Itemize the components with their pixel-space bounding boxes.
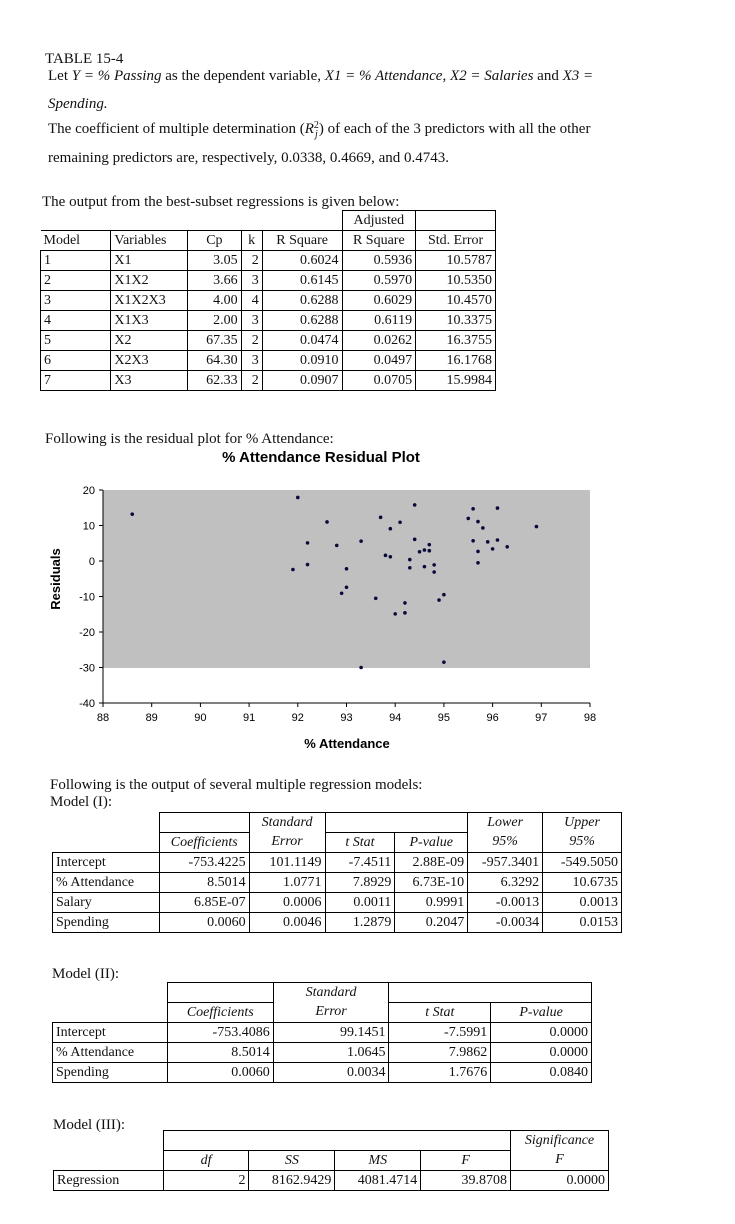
table-row [53,913,622,933]
data-point [496,506,500,510]
model-2-header-std2: Error [273,1003,389,1023]
data-point [306,563,310,567]
model-1-header-coef: Coefficients [159,833,249,853]
table-cell: 8.5014 [159,873,249,893]
data-point [384,554,388,558]
table-cell: -7.5991 [389,1023,491,1043]
y-tick-label: 10 [82,520,95,533]
model-3-table [53,1130,609,1191]
table-cell: 10.5350 [416,271,496,291]
x-tick-label: 92 [291,712,304,724]
data-point [345,567,349,571]
y-tick-label: -20 [79,627,95,639]
x-tick-label: 90 [194,712,207,724]
y-tick-label: 0 [88,556,95,568]
model-1-header-upper2: 95% [543,833,622,853]
table-header-row [41,211,496,231]
data-point [408,558,412,562]
header-cp: Cp [188,231,242,251]
header-adj-r-square: R Square [342,231,416,251]
table-cell: 0.0705 [342,371,416,391]
table-cell: -0.0034 [468,913,543,933]
data-point [476,550,480,554]
table-row [53,853,622,873]
table-cell: 10.6735 [543,873,622,893]
model-1-table [52,812,622,933]
x-tick-label: 98 [583,712,597,724]
row-label: 5 [41,331,111,351]
table-cell: 1.0645 [273,1043,389,1063]
x-axis-label: % Attendance [304,736,390,751]
table-cell: 0.5970 [342,271,416,291]
y-definition: Y = % Passing [71,68,162,84]
data-point [413,538,417,542]
table-cell: 4.00 [188,291,242,311]
data-point [471,507,475,511]
data-point [359,666,363,670]
table-cell: X1X3 [111,311,188,331]
table-cell: 7.9862 [389,1043,491,1063]
header-variables: Variables [111,231,188,251]
data-point [466,517,470,521]
model-1-header-lower1: Lower [468,813,543,833]
data-point [325,520,329,524]
table-cell: 0.0907 [262,371,342,391]
table-cell: 0.0011 [325,893,395,913]
models-intro: Following is the output of several multiple regression models: [50,777,423,793]
table-cell: 0.6288 [262,311,342,331]
row-label: 2 [41,271,111,291]
model-3-label: Model (III): [53,1117,126,1133]
x-tick-label: 95 [437,712,451,724]
model-2-header-std1: Standard [273,983,389,1003]
plot-area [103,490,590,668]
data-point [403,611,407,615]
data-point [432,563,436,567]
header-std-error: Std. Error [416,231,496,251]
table-cell: 3 [241,271,262,291]
model-2-header-p: P-value [491,1003,592,1023]
table-row [54,1171,609,1191]
row-label: Regression [54,1171,164,1191]
table-cell: X1X2 [111,271,188,291]
model-2-label: Model (II): [52,966,120,982]
table-cell: 0.0034 [273,1063,389,1083]
row-label: 7 [41,371,111,391]
data-point [491,547,495,551]
data-point [442,660,446,664]
table-cell: 2 [241,251,262,271]
row-label: Intercept [53,853,160,873]
table-cell: 0.2047 [395,913,468,933]
data-point [335,544,339,548]
table-cell: 0.0013 [543,893,622,913]
table-cell: -753.4225 [159,853,249,873]
table-cell: 2 [241,371,262,391]
y-tick-label: 20 [82,485,95,497]
table-cell: 0.0153 [543,913,622,933]
x-tick-label: 91 [242,712,256,724]
data-point [345,585,349,589]
table-row [53,1043,592,1063]
data-point [130,512,134,516]
table-row [41,251,496,271]
table-row [53,1063,592,1083]
table-cell: 3 [241,311,262,331]
definition-line-4: remaining predictors are, respectively, 0.0338, 0.4669, and 0.4743. [48,150,450,166]
table-cell: -753.4086 [167,1023,273,1043]
data-point [476,520,480,524]
table-cell: 6.85E-07 [159,893,249,913]
row-label: Spending [53,913,160,933]
data-point [486,540,490,544]
table-cell: 8162.9429 [249,1171,335,1191]
table-row [41,311,496,331]
table-cell: 10.4570 [416,291,496,311]
row-label: Spending [53,1063,168,1083]
data-point [389,527,393,531]
table-cell: 0.0474 [262,331,342,351]
model-2-header-coef: Coefficients [167,1003,273,1023]
data-point [408,566,412,570]
x-tick-label: 88 [96,712,110,724]
table-cell: 0.5936 [342,251,416,271]
data-point [427,543,431,547]
table-cell: 0.0060 [159,913,249,933]
x-tick-label: 94 [389,712,402,724]
data-point [393,612,397,616]
residual-plot [40,445,620,765]
row-label: 3 [41,291,111,311]
row-label: Salary [53,893,160,913]
model-3-header-ss: SS [249,1151,335,1171]
table-cell: 0.6119 [342,311,416,331]
table-cell: 2 [241,331,262,351]
row-label: % Attendance [53,873,160,893]
y-tick-label: -30 [79,662,95,675]
model-3-header-ms: MS [335,1151,421,1171]
table-cell: 0.6024 [262,251,342,271]
data-point [374,596,378,600]
table-row [53,1023,592,1043]
data-point [379,516,383,520]
table-cell: 3.66 [188,271,242,291]
table-cell: 0.6145 [262,271,342,291]
row-label: 4 [41,311,111,331]
subset-intro: The output from the best-subset regressions is given below: [42,194,400,210]
table-cell: 64.30 [188,351,242,371]
table-cell: 67.35 [188,331,242,351]
data-point [535,525,539,529]
table-cell: 4 [241,291,262,311]
row-label: Intercept [53,1023,168,1043]
x2-definition: X2 = Salaries [449,68,534,84]
data-point [432,570,436,574]
table-cell: X3 [111,371,188,391]
table-label: TABLE 15-4 [45,51,124,67]
data-point [340,592,344,596]
table-row [41,331,496,351]
x-tick-label: 89 [145,712,158,724]
x-tick-label: 96 [486,712,499,724]
y-tick-label: -40 [79,698,95,710]
table-cell: X1X2X3 [111,291,188,311]
row-label: % Attendance [53,1043,168,1063]
y-axis-label: Residuals [48,548,63,610]
table-cell: 16.3755 [416,331,496,351]
header-model: Model [41,231,111,251]
table-cell: 0.0497 [342,351,416,371]
model-3-header-sig2: F [511,1151,609,1171]
table-cell: 10.3375 [416,311,496,331]
data-point [437,598,441,602]
table-cell: X2 [111,331,188,351]
table-row [41,351,496,371]
data-point [306,541,310,545]
table-cell: 0.0000 [491,1023,592,1043]
header-r-square: R Square [262,231,342,251]
table-cell: 39.8708 [421,1171,511,1191]
table-row [53,893,622,913]
table-cell: 2.88E-09 [395,853,468,873]
data-point [423,548,427,552]
y-tick-label: -10 [79,591,95,604]
table-cell: 3.05 [188,251,242,271]
data-point [505,545,509,549]
data-point [481,526,485,530]
residual-intro: Following is the residual plot for % Attendance: [45,431,334,447]
model-1-header-std1: Standard [249,813,325,833]
model-3-header-sig1: Significance [511,1131,609,1151]
header-k: k [241,231,262,251]
table-cell: X2X3 [111,351,188,371]
data-point [471,539,475,543]
x1-definition: X1 = % Attendance [324,68,443,84]
table-cell: 15.9984 [416,371,496,391]
x3-definition: X3 = [562,68,594,84]
model-1-header-upper1: Upper [543,813,622,833]
chart-title: % Attendance Residual Plot [222,449,420,466]
table-header-row [41,231,496,251]
model-3-header-f: F [421,1151,511,1171]
table-cell: 4081.4714 [335,1171,421,1191]
table-cell: -549.5050 [543,853,622,873]
table-row [41,291,496,311]
best-subset-table [40,210,496,391]
data-point [423,565,427,569]
data-point [296,496,300,500]
table-cell: -957.3401 [468,853,543,873]
table-cell: 2 [163,1171,249,1191]
data-point [403,601,407,605]
table-cell: 6.73E-10 [395,873,468,893]
model-1-label: Model (I): [50,794,113,810]
table-cell: 101.1149 [249,853,325,873]
model-1-header-p: P-value [395,833,468,853]
table-cell: X1 [111,251,188,271]
model-1-header-t: t Stat [325,833,395,853]
table-cell: 1.0771 [249,873,325,893]
table-cell: 0.0046 [249,913,325,933]
row-label: 6 [41,351,111,371]
table-cell: 3 [241,351,262,371]
table-cell: 8.5014 [167,1043,273,1063]
table-cell: -7.4511 [325,853,395,873]
table-cell: 0.0262 [342,331,416,351]
table-row [41,271,496,291]
data-point [418,550,422,554]
table-cell: 7.8929 [325,873,395,893]
model-1-header-std2: Error [249,833,325,853]
table-cell: 6.3292 [468,873,543,893]
table-cell: 0.0840 [491,1063,592,1083]
table-cell: 0.0006 [249,893,325,913]
data-point [496,538,500,542]
data-point [398,521,402,525]
table-cell: 16.1768 [416,351,496,371]
table-cell: 99.1451 [273,1023,389,1043]
model-2-table [52,982,592,1083]
table-cell: 2.00 [188,311,242,331]
table-cell: 0.0910 [262,351,342,371]
table-cell: 0.9991 [395,893,468,913]
table-row [41,371,496,391]
table-cell: 1.7676 [389,1063,491,1083]
data-point [359,539,363,543]
row-label: 1 [41,251,111,271]
x-tick-label: 97 [535,712,548,724]
table-cell: 0.0060 [167,1063,273,1083]
table-cell: 0.6288 [262,291,342,311]
table-cell: 0.0000 [491,1043,592,1063]
definition-line-1: Let Y = % Passing as the dependent variable, X1 = % Attendance, X2 = Salaries and X3 = [48,68,594,84]
table-cell: 10.5787 [416,251,496,271]
model-1-header-lower2: 95% [468,833,543,853]
header-adjusted: Adjusted [342,211,416,231]
table-row [53,873,622,893]
data-point [442,593,446,597]
x-tick-label: 93 [340,712,353,724]
table-cell: -0.0013 [468,893,543,913]
table-cell: 0.0000 [511,1171,609,1191]
data-point [427,549,431,553]
data-point [476,561,480,565]
data-point [389,555,393,559]
table-cell: 62.33 [188,371,242,391]
table-cell: 0.6029 [342,291,416,311]
model-2-header-t: t Stat [389,1003,491,1023]
data-point [291,568,295,572]
data-point [413,503,417,507]
model-3-header-df: df [163,1151,249,1171]
definition-line-3: The coefficient of multiple determination (R 2 j ) of each of the 3 predictors with all the other [48,119,591,140]
table-cell: 1.2879 [325,913,395,933]
definition-line-2: Spending. [48,96,108,112]
